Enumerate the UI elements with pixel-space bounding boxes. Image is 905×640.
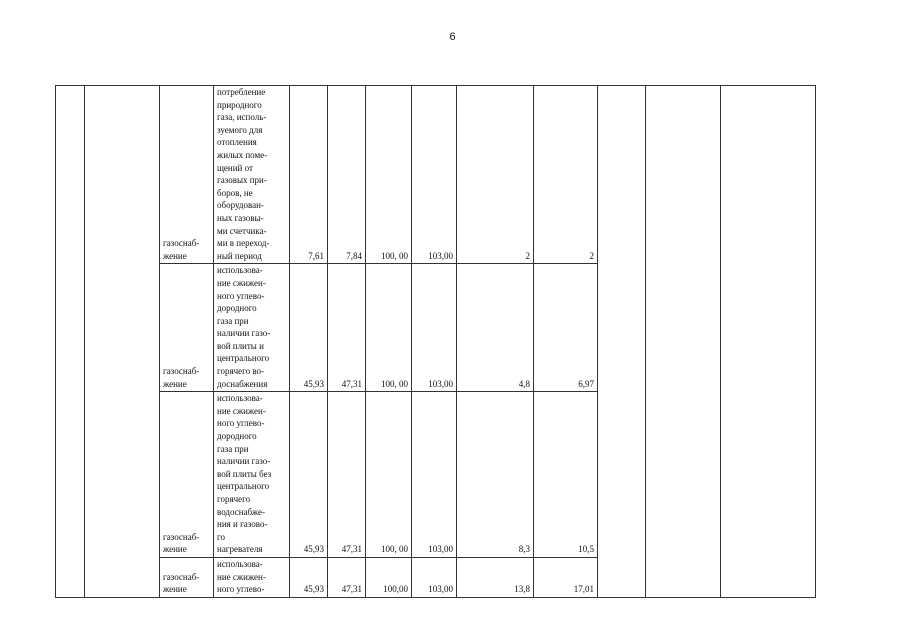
service-cell: газоснаб- жение	[160, 392, 214, 558]
description-cell: использова- ние сжижен- ного углево- дородного газа при наличии газо- вой плиты и центрального горячего во- доснабжения	[214, 264, 290, 392]
value-cell: 100, 00	[366, 264, 412, 392]
value-cell: 7,84	[328, 86, 366, 264]
value-cell: 2	[534, 86, 598, 264]
value-cell: 2	[457, 86, 534, 264]
blank-cell	[85, 86, 160, 598]
blank-cell	[646, 86, 721, 598]
value-cell: 10,5	[534, 392, 598, 558]
value-cell: 8,3	[457, 392, 534, 558]
value-cell: 17,01	[534, 557, 598, 597]
blank-cell	[721, 86, 816, 598]
page-number: 6	[449, 31, 456, 43]
service-cell: газоснаб- жение	[160, 86, 214, 264]
value-cell: 103,00	[412, 392, 457, 558]
description-cell: использова- ние сжижен- ного углево-	[214, 557, 290, 597]
description-cell: потребление природного газа, исполь- зуемого для отопления жилых поме- щений от газовых при- боров, не оборудован- ных газовы- ми счетчика- ми в переход- ный период	[214, 86, 290, 264]
value-cell: 45,93	[290, 392, 328, 558]
value-cell: 100, 00	[366, 86, 412, 264]
value-cell: 45,93	[290, 557, 328, 597]
service-cell: газоснаб- жение	[160, 557, 214, 597]
value-cell: 45,93	[290, 264, 328, 392]
value-cell: 4,8	[457, 264, 534, 392]
value-cell: 47,31	[328, 557, 366, 597]
value-cell: 103,00	[412, 557, 457, 597]
tariff-table	[55, 85, 816, 598]
value-cell: 103,00	[412, 86, 457, 264]
blank-cell	[598, 86, 646, 598]
description-cell: использова- ние сжижен- ного углево- дородного газа при наличии газо- вой плиты без центрального горячего водоснабже- ния и газово- го нагревателя	[214, 392, 290, 558]
value-cell: 100, 00	[366, 392, 412, 558]
value-cell: 7,61	[290, 86, 328, 264]
blank-cell	[56, 86, 85, 598]
value-cell: 103,00	[412, 264, 457, 392]
service-cell: газоснаб- жение	[160, 264, 214, 392]
value-cell: 6,97	[534, 264, 598, 392]
table-row	[56, 86, 816, 264]
value-cell: 100,00	[366, 557, 412, 597]
value-cell: 13,8	[457, 557, 534, 597]
value-cell: 47,31	[328, 264, 366, 392]
value-cell: 47,31	[328, 392, 366, 558]
